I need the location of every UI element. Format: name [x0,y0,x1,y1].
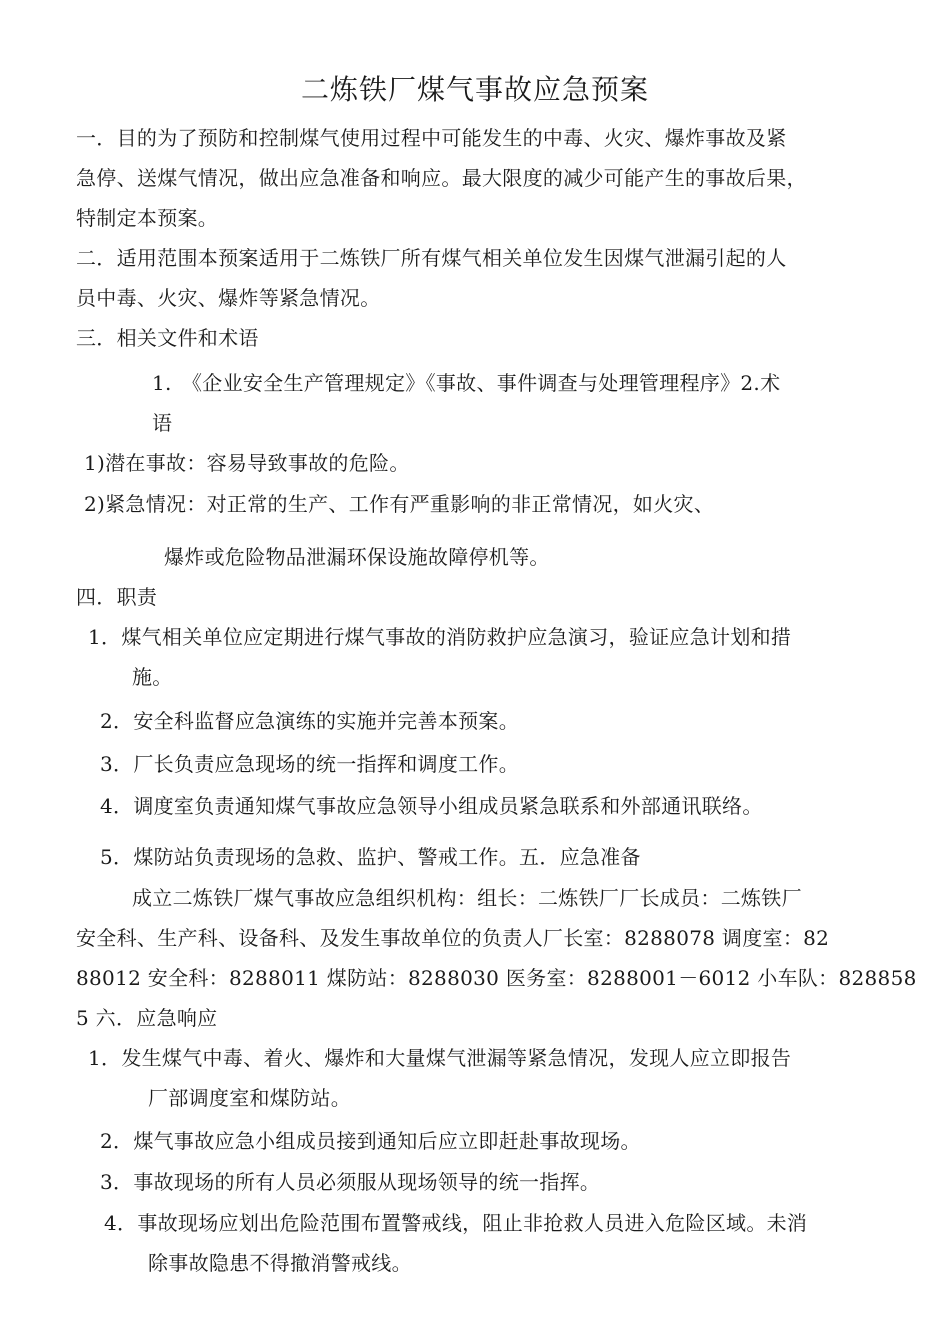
text-line: 4．调度室负责通知煤气事故应急领导小组成员紧急联系和外部通讯联络。 [100,794,763,818]
text-line: 爆炸或危险物品泄漏环保设施故障停机等。 [164,545,550,569]
text-line: 语 [152,411,173,435]
text-line: 1)潜在事故：容易导致事故的危险。 [84,451,410,475]
text-line: 2．安全科监督应急演练的实施并完善本预案。 [100,709,520,733]
text-line: 4．事故现场应划出危险范围布置警戒线，阻止非抢救人员进入危险区域。未消 [104,1211,808,1235]
text-line: 成立二炼铁厂煤气事故应急组织机构：组长：二炼铁厂厂长成员：二炼铁厂 [132,886,802,910]
text-line: 2．煤气事故应急小组成员接到通知后应立即赶赴事故现场。 [100,1129,641,1153]
text-line: 二．适用范围本预案适用于二炼铁厂所有煤气相关单位发生因煤气泄漏引起的人 [76,246,787,270]
text-line: 一．目的为了预防和控制煤气使用过程中可能发生的中毒、火灾、爆炸事故及紧 [76,126,787,150]
text-line: 88012 安全科：8288011 煤防站：8288030 医务室：8288001－6012 小车队：828858 [76,966,917,990]
text-line: 5．煤防站负责现场的急救、监护、警戒工作。五．应急准备 [100,845,641,869]
text-line: 除事故隐患不得撤消警戒线。 [148,1251,412,1275]
text-line: 3．厂长负责应急现场的统一指挥和调度工作。 [100,752,520,776]
document-title: 二炼铁厂煤气事故应急预案 [300,73,649,106]
text-line: 急停、送煤气情况，做出应急准备和响应。最大限度的减少可能产生的事故后果， [76,166,807,190]
text-line: 三．相关文件和术语 [76,326,259,350]
text-line: 2)紧急情况：对正常的生产、工作有严重影响的非正常情况，如火灾、 [84,492,715,516]
text-line: 四．职责 [76,585,158,609]
text-line: 安全科、生产科、设备科、及发生事故单位的负责人厂长室：8288078 调度室：82 [76,926,830,950]
text-line: 员中毒、火灾、爆炸等紧急情况。 [76,286,381,310]
text-line: 施。 [132,665,173,689]
text-line: 1．发生煤气中毒、着火、爆炸和大量煤气泄漏等紧急情况，发现人应立即报告 [88,1046,792,1070]
text-line: 厂部调度室和煤防站。 [148,1086,351,1110]
text-line: 3．事故现场的所有人员必须服从现场领导的统一指挥。 [100,1170,601,1194]
text-line: 特制定本预案。 [76,206,219,230]
text-line: 5 六．应急响应 [76,1006,218,1030]
text-line: 1. 《企业安全生产管理规定》《事故、事件调查与处理管理程序》2.术 [152,371,781,395]
text-line: 1．煤气相关单位应定期进行煤气事故的消防救护应急演习，验证应急计划和措 [88,625,792,649]
